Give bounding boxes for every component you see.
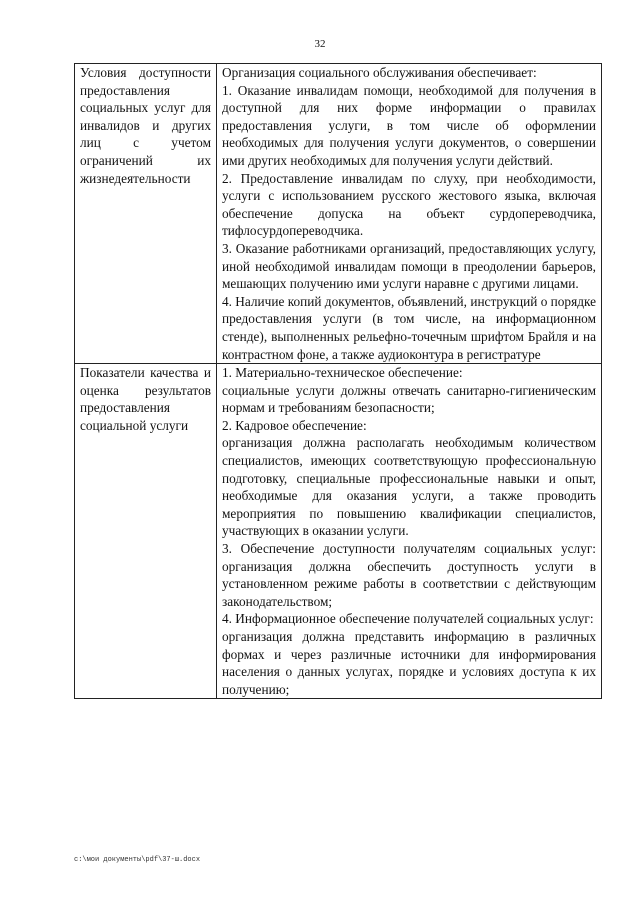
paragraph: 2. Предоставление инвалидам по слуху, при необходимости, услуги с использованием русского жестового языка, включая обеспечение допуска на объект сурдопереводчика, тифлосурдопереводчика. [222, 170, 596, 239]
paragraph: организация должна представить информацию в различных формах и через различные источники для информирования населения о данных услугах, порядке и условиях доступа к их получению; [222, 629, 596, 697]
paragraph: 3. Обеспечение доступности получателям социальных услуг: организация должна обеспечить доступность услуги в установленном режиме работы в соответствии с действующим законодательством; [222, 541, 596, 609]
footer-file-path: c:\мои документы\pdf\37-ш.docx [74, 856, 201, 864]
paragraph: 2. Кадровое обеспечение: [222, 417, 367, 433]
row-heading-accessibility-conditions: Условия доступности предоставления социальных услуг для инвалидов и других лиц с учетом ограничений их жизнедеятельности [75, 64, 217, 364]
paragraph: 1. Оказание инвалидам помощи, необходимой для получения в доступной для них форме информации о правилах предоставления услуги, в том числе об оформлении необходимых для получения услуги документов, о совершении ими других необходимых для получения услуги действий. [222, 82, 596, 168]
service-standard-table [74, 63, 602, 699]
paragraph: 1. Материально-техническое обеспечение: [222, 365, 463, 381]
row-content-accessibility-conditions [217, 64, 602, 364]
paragraph: 4. Наличие копий документов, объявлений, инструкций о порядке предоставления услуги (в том числе, на информационном стенде), выполненных рельефно-точечным шрифтом Брайля и на контрастном фоне, а также аудиоконтура в регистратуре [222, 293, 596, 362]
paragraph: Организация социального обслуживания обеспечивает: [222, 65, 537, 80]
paragraph: социальные услуги должны отвечать санитарно-гигиеническим нормам и требованиям безопасности; [222, 382, 596, 416]
paragraph: 4. Информационное обеспечение получателей социальных услуг: [222, 611, 594, 627]
row-content-quality-indicators [217, 364, 602, 699]
table-row [75, 364, 602, 699]
table-row [75, 64, 602, 364]
paragraph: 3. Оказание работниками организаций, предоставляющих услугу, иной необходимой инвалидам помощи в преодолении барьеров, мешающих получению ими услуги наравне с другими лицами. [222, 240, 596, 292]
row-heading-quality-indicators: Показатели качества и оценка результатов предоставления социальной услуги [75, 364, 217, 699]
paragraph: организация должна располагать необходимым количеством специалистов, имеющих соответствующую профессиональную подготовку, специальные профессиональные навыки и опыт, необходимые для оказания услуги, а также проводить мероприятия по повышению квалификации специалистов, участвующих в оказании услуги. [222, 435, 596, 539]
page-number: 32 [314, 38, 326, 50]
